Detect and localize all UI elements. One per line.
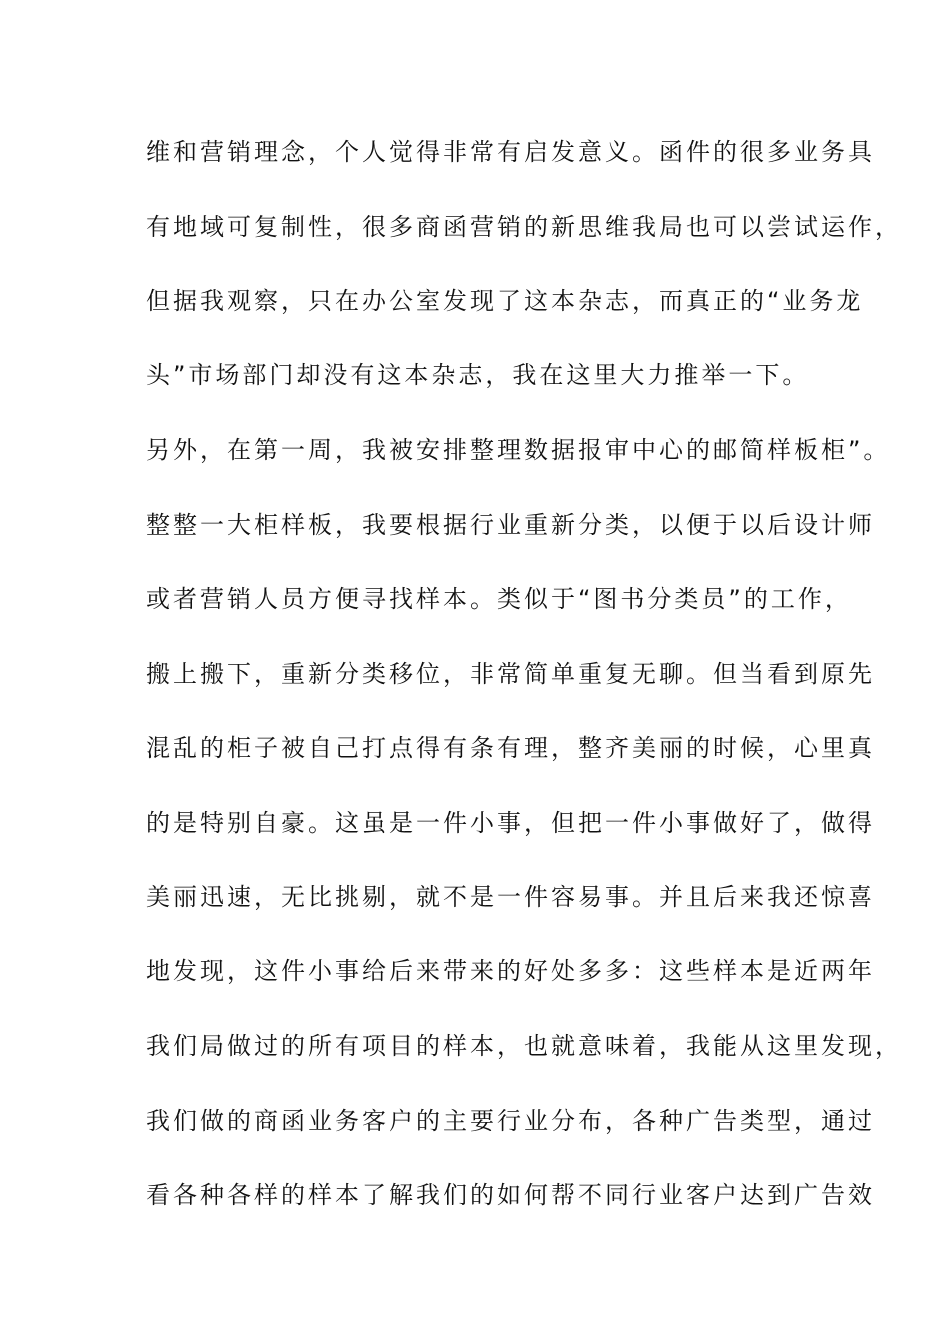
text-line: 有地域可复制性，很多商函营销的新思维我局也可以尝试运作，: [146, 213, 902, 241]
text-line: 地发现，这件小事给后来带来的好处多多：这些样本是近两年: [146, 957, 875, 985]
text-line: 的是特别自豪。这虽是一件小事，但把一件小事做好了，做得: [146, 809, 875, 837]
text-line: 另外，在第一周，我被安排整理数据报审中心的邮简样板柜”。: [146, 436, 891, 464]
text-line: 我们局做过的所有项目的样本，也就意味着，我能从这里发现，: [146, 1032, 902, 1060]
text-line: 美丽迅速，无比挑剔，就不是一件容易事。并且后来我还惊喜: [146, 883, 875, 911]
text-line: 混乱的柜子被自己打点得有条有理，整齐美丽的时候，心里真: [146, 734, 875, 762]
text-line: 整整一大柜样板，我要根据行业重新分类，以便于以后设计师: [146, 511, 875, 539]
text-line: 搬上搬下，重新分类移位，非常简单重复无聊。但当看到原先: [146, 660, 875, 688]
text-line: 维和营销理念，个人觉得非常有启发意义。函件的很多业务具: [146, 138, 875, 166]
text-line: 看各种各样的样本了解我们的如何帮不同行业客户达到广告效: [146, 1181, 875, 1209]
text-line: 或者营销人员方便寻找样本。类似于“图书分类员”的工作，: [146, 585, 852, 613]
text-line: 我们做的商函业务客户的主要行业分布，各种广告类型，通过: [146, 1107, 875, 1135]
text-line: 头”市场部门却没有这本杂志，我在这里大力推举一下。: [146, 361, 810, 389]
text-line: 但据我观察，只在办公室发现了这本杂志，而真正的“业务龙: [146, 287, 864, 315]
